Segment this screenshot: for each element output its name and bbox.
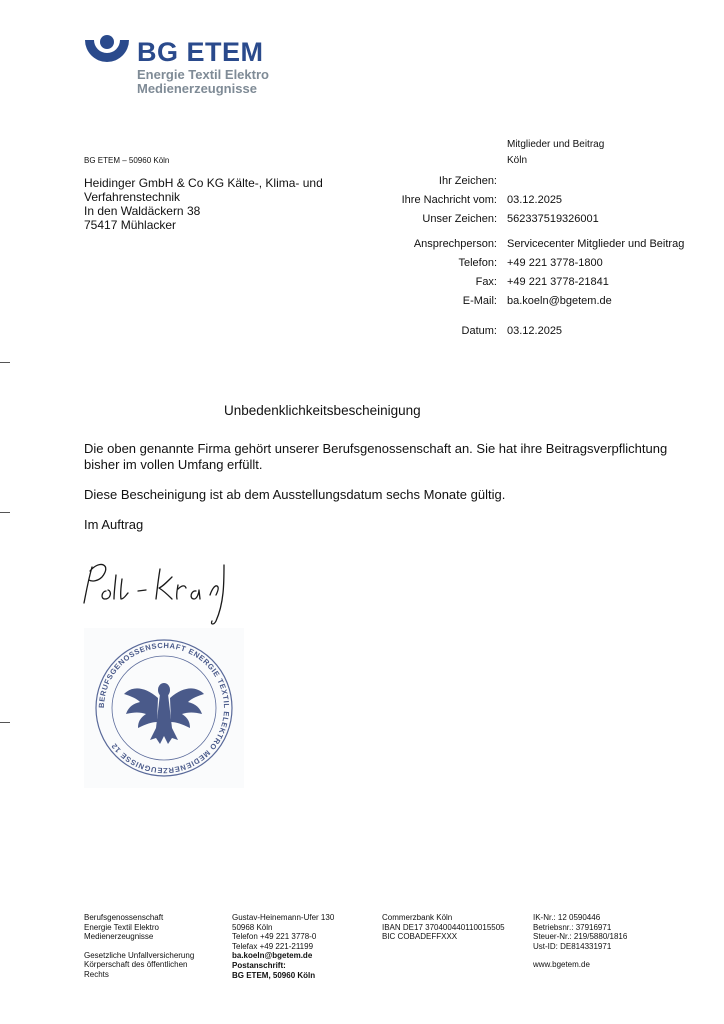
meta-row-telefon: [360, 253, 684, 272]
reference-block: [360, 171, 684, 340]
meta-row-email: [360, 291, 684, 310]
meta-label: Unser Zeichen:: [422, 212, 497, 225]
meta-value: +49 221 3778-1800: [507, 256, 603, 269]
closing-line: Im Auftrag: [84, 517, 144, 532]
bgetem-logo: [84, 32, 284, 102]
meta-label: E-Mail:: [462, 294, 497, 307]
body-paragraph: Die oben genannte Firma gehört unserer Berufsgenossenschaft an. Sie hat ihre Beitragsverpflichtung bisher im vollen Umfang erfüllt.: [84, 441, 668, 472]
fold-mark: [0, 722, 10, 723]
meta-value: 03.12.2025: [507, 193, 563, 206]
meta-value: Servicecenter Mitglieder und Beitrag: [507, 237, 685, 250]
recipient-company: Heidinger GmbH & Co KG Kälte-, Klima- und Verfahrenstechnik: [84, 176, 323, 204]
official-seal: [84, 628, 244, 788]
department-block: [507, 137, 604, 169]
seal-eagle-icon: [84, 628, 244, 788]
meta-label: Telefon:: [458, 256, 497, 269]
footer-column-bank: Commerzbank Köln IBAN DE17 3704004401100155​05 BIC COBADEFFXXX: [382, 913, 505, 942]
meta-label: Ihr Zeichen:: [438, 174, 497, 187]
recipient-city: 75417 Mühlacker: [84, 218, 177, 232]
meta-row-ansprechperson: [360, 234, 684, 253]
handwritten-signature: [78, 555, 238, 635]
seal-ring-text: BERUFSGENOSSENSCHAFT ENERGIE TEXTIL ELEKTRO MEDIENERZEUGNISSE 12: [96, 640, 232, 776]
meta-value: +49 221 3778-21841: [507, 275, 609, 288]
meta-row-fax: [360, 272, 684, 291]
sender-line: BG ETEM – 50960 Köln: [84, 156, 170, 165]
department-city: Köln: [507, 155, 528, 166]
meta-row-unser-zeichen: [360, 209, 684, 228]
fold-mark: [0, 362, 10, 363]
recipient-street: In den Waldäckern 38: [84, 204, 201, 218]
footer-column-address: Gustav-Heinemann-Ufer 130 50968 Köln Telefon +49 221 3778-0 Telefax +49 221-21199 ba.koeln@bgetem.de Postanschrift: BG ETEM, 50960 Köln: [232, 913, 372, 980]
meta-label: Ansprechperson:: [413, 237, 497, 250]
logo-title: BG ETEM: [137, 37, 264, 67]
meta-label: Ihre Nachricht vom:: [401, 193, 497, 206]
footer-column-org: Berufsgenossenschaft Energie Textil Elektro Medienerzeugnisse Gesetzliche Unfallversicherung Körperschaft des öffentlichen Rechts: [84, 913, 195, 979]
meta-row-nachricht: [360, 190, 684, 209]
body-paragraph: Diese Bescheinigung ist ab dem Ausstellungsdatum sechs Monate gültig.: [84, 487, 506, 502]
meta-label: Fax:: [475, 275, 497, 288]
fold-mark: [0, 512, 10, 513]
meta-value: ba.koeln@bgetem.de: [507, 294, 612, 307]
meta-value: 562337519326001: [507, 212, 599, 225]
footer-column-ids: IK-Nr.: 12 0590446 Betriebsnr.: 37916971 Steuer-Nr.: 219/5880/1816 Ust-ID: DE814331971 www.bgetem.de: [533, 913, 673, 970]
meta-label: Datum:: [461, 324, 497, 337]
logo-subtitle: Energie Textil Elektro Medienerzeugnisse: [137, 67, 269, 96]
meta-value: 03.12.2025: [507, 324, 563, 337]
department-name: Mitglieder und Beitrag: [507, 139, 605, 150]
recipient-address: [84, 176, 344, 232]
meta-row-datum: [360, 321, 684, 340]
document-title: Unbedenklichkeitsbescheinigung: [224, 403, 421, 418]
letter-body: [84, 441, 699, 533]
footer-website: www.bgetem.de: [533, 960, 590, 970]
meta-row-ihr-zeichen: [360, 171, 684, 190]
footer-email: ba.koeln@bgetem.de: [232, 951, 313, 961]
bgetem-logo-mark-icon: [84, 34, 130, 68]
